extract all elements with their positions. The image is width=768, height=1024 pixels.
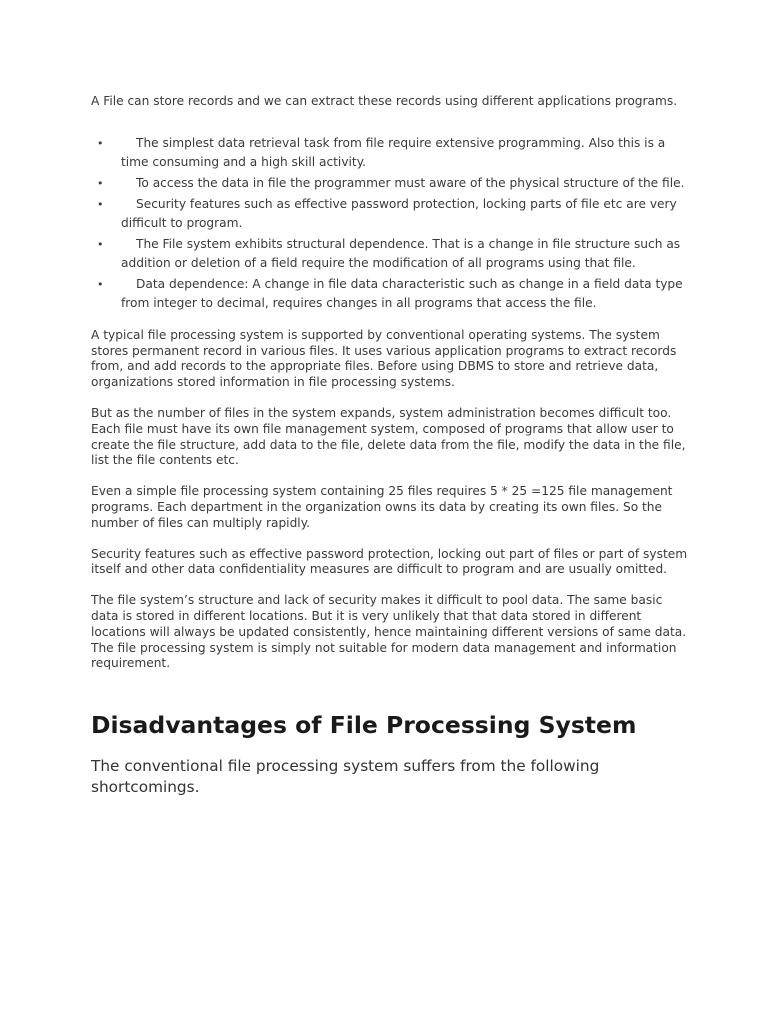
body-paragraph: The file system’s structure and lack of security makes it difficult to pool data. The same basic data is stored in different locations. But it is very unlikely that that data stored in different locations will always be updated consistently, hence maintaining different versions of same data. The file processing system is simply not suitable for modern data management and information requirement.: [91, 593, 687, 671]
limitations-list: [91, 134, 691, 313]
bullet-icon: •: [97, 277, 104, 291]
body-paragraph: But as the number of files in the system expands, system administration becomes difficult too. Each file must have its own file management system, composed of programs that allow user to create the file structure, add data to the file, delete data from the file, modify the data in the file, list the file contents etc.: [91, 405, 686, 468]
bullet-icon: •: [97, 237, 104, 251]
document-page: [91, 94, 691, 798]
list-item: • Data dependence: A change in file data characteristic such as change in a field data type from integer to decimal, requires changes in all programs that access the file.: [97, 276, 683, 310]
section-heading: Disadvantages of File Processing System: [91, 711, 637, 740]
intro-paragraph: A File can store records and we can extract these records using different applications programs.: [91, 94, 678, 108]
list-item: • The File system exhibits structural dependence. That is a change in file structure such as addition or deletion of a field require the modification of all programs using that file.: [97, 236, 681, 270]
body-paragraph: Even a simple file processing system containing 25 files requires 5 * 25 =125 file management programs. Each department in the organization owns its data by creating its own files. So the number of files can multiply rapidly.: [91, 484, 673, 530]
bullet-icon: •: [97, 197, 104, 211]
lead-paragraph: The conventional file processing system suffers from the following shortcomings.: [91, 757, 600, 797]
body-paragraph: Security features such as effective password protection, locking out part of files or part of system itself and other data confidentiality measures are difficult to program and are usually omitted.: [91, 546, 688, 577]
list-item: • To access the data in file the programmer must aware of the physical structure of the file.: [91, 174, 691, 193]
body-paragraph: A typical file processing system is supported by conventional operating systems. The system stores permanent record in various files. It uses various application programs to extract records from, and add records to the appropriate files. Before using DBMS to store and retrieve data, organizations stored information in file processing systems.: [91, 327, 677, 390]
list-item: • The simplest data retrieval task from file require extensive programming. Also this is a time consuming and a high skill activity.: [97, 135, 666, 169]
bullet-icon: •: [97, 136, 104, 150]
bullet-icon: •: [97, 176, 104, 190]
list-item: • Security features such as effective password protection, locking parts of file etc are very difficult to program.: [97, 196, 677, 230]
